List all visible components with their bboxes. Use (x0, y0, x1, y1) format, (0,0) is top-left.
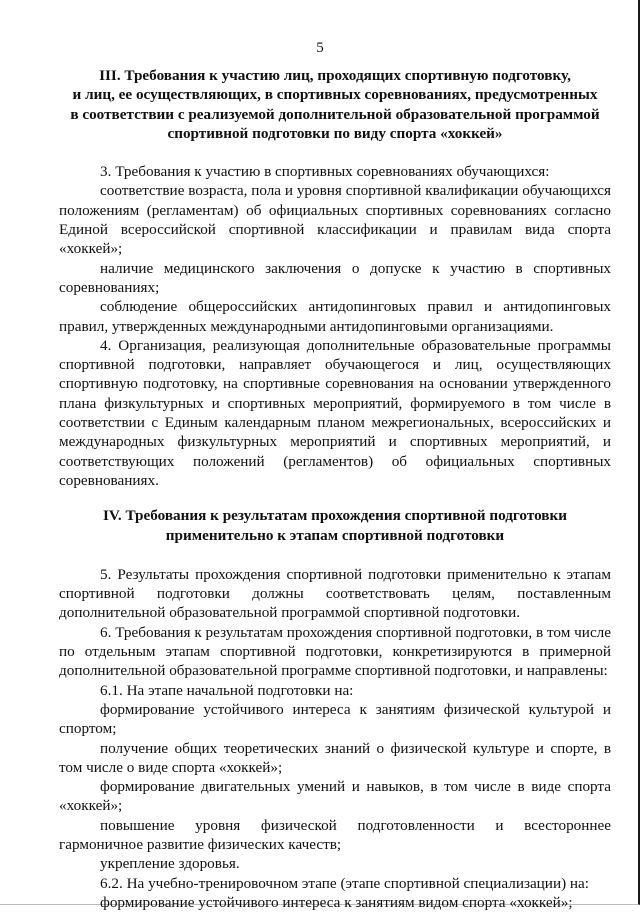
paragraph: 6.1. На этапе начальной подготовки на: (100, 681, 354, 699)
section-4-heading-line: применительно к этапам спортивной подготовки (165, 526, 505, 544)
section-3-heading-line: и лиц, ее осуществляющих, в спортивных соревнованиях, предусмотренных (72, 86, 598, 104)
paragraph: формирование устойчивого интереса к занятиям физической культурой и спортом; (59, 700, 611, 738)
section-4-heading (59, 506, 611, 545)
paragraph: соответствие возраста, пола и уровня спортивной квалификации обучающихся положениям (регламентам) об официальных спортивных соревнованиях согласно Единой всероссийской спортивной классификации и правилам вида спорта «хоккей»; (59, 182, 611, 258)
paragraph: 5. Результаты прохождения спортивной подготовки применительно к этапам спортивной подготовки должны соответствовать целям, поставленным дополнительной образовательной программой спортивной подготовки. (59, 565, 611, 622)
paragraph: укрепление здоровья. (100, 855, 240, 873)
section-3-heading-line: III. Требования к участию лиц, проходящих спортивную подготовку, (99, 67, 571, 84)
paragraph: соблюдение общероссийских антидопинговых правил и антидопинговых правил, утвержденных международными антидопинговыми организациями. (59, 298, 611, 335)
paragraph: формирование устойчивого интереса к занятиям видом спорта «хоккей»; (100, 893, 573, 911)
paragraph: 6. Требования к результатам прохождения спортивной подготовки, в том числе по отдельным этапам спортивной подготовки, конкретизируются в примерной дополнительной образовательной программе спортивной подготовки, и направлены: (59, 623, 611, 680)
section-3-heading (59, 66, 611, 143)
paragraph: повышение уровня физической подготовленности и всестороннее гармоничное развитие физических качеств; (59, 816, 611, 853)
document-body (59, 66, 611, 912)
paragraph: наличие медицинского заключения о допуске к участию в спортивных соревнованиях; (59, 259, 611, 296)
paragraph: 3. Требования к участию в спортивных соревнованиях обучающихся: (100, 163, 550, 181)
page-number: 5 (316, 40, 324, 56)
paragraph: 6.2. На учебно-тренировочном этапе (этапе спортивной специализации) на: (100, 874, 590, 892)
section-4-heading-line: IV. Требования к результатам прохождения спортивной подготовки (102, 507, 567, 525)
section-3-heading-line: спортивной подготовки по виду спорта «хоккей» (167, 124, 503, 142)
paragraph: получение общих теоретических знаний о физической культуре и спорте, в том числе о виде спорта «хоккей»; (59, 739, 611, 776)
paragraph: 4. Организация, реализующая дополнительные образовательные программы спортивной подготовки, направляет обучающегося и лиц, осуществляющих спортивную подготовку, на спортивные соревнования на основании утвержденного плана физкультурных и спортивных мероприятий, формируемого в том числе в соответствии с Единым календарным планом межрегиональных, всероссийских и международных физкультурных мероприятий и спортивных мероприятий, и соответствующих положений (регламентов) об официальных спортивных соревнованиях. (59, 336, 611, 489)
paragraph: формирование двигательных умений и навыков, в том числе в виде спорта «хоккей»; (59, 778, 611, 815)
section-3-heading-line: в соответствии с реализуемой дополнительной образовательной программой (70, 105, 600, 123)
